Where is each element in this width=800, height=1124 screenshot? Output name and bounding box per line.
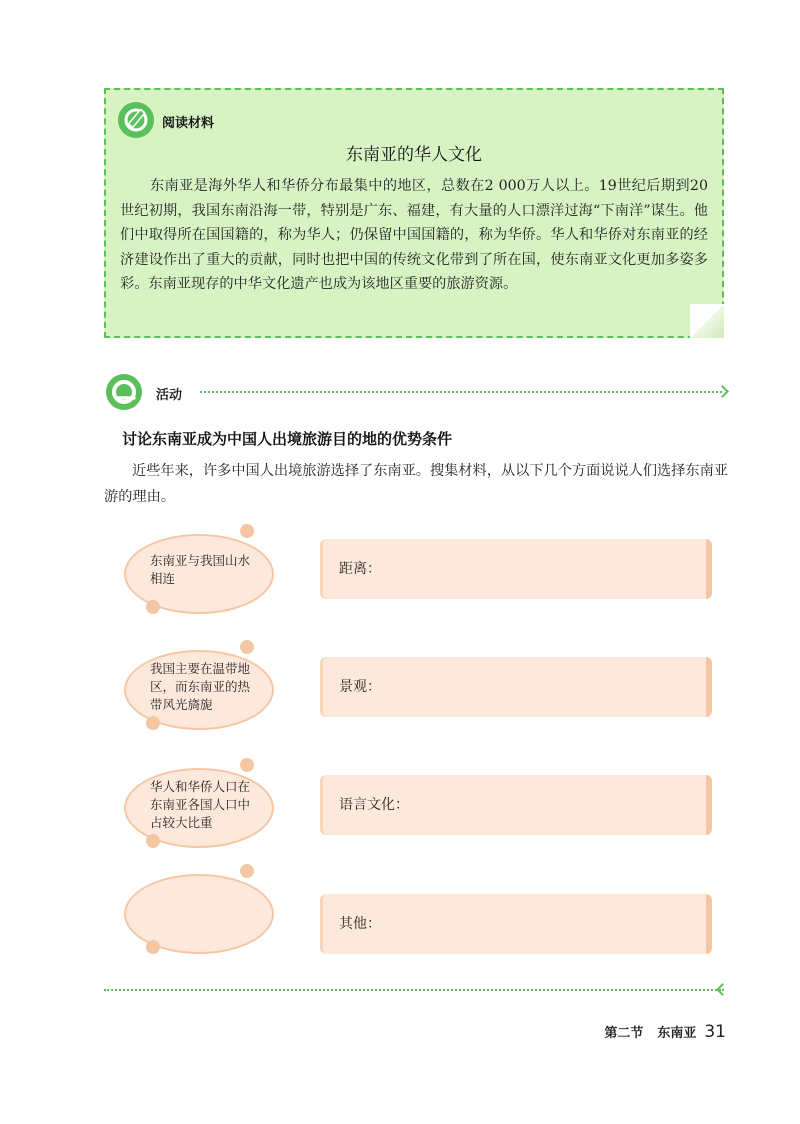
field-label: 景观： xyxy=(339,679,381,695)
pencil-badge-icon xyxy=(116,100,156,140)
answer-field-scenery[interactable] xyxy=(320,657,712,717)
activity-title: 讨论东南亚成为中国人出境旅游目的地的优势条件 xyxy=(122,430,453,448)
bubble-dot xyxy=(146,716,160,730)
reason-bubble-text: 华人和华侨人口在东南亚各国人口中占较大比重 xyxy=(150,779,251,830)
reason-bubble-text: 我国主要在温带地区，而东南亚的热带风光旖旎 xyxy=(150,661,251,712)
field-label: 语言文化： xyxy=(339,797,409,813)
activity-label: 活动 xyxy=(156,388,183,403)
answer-field-language-culture[interactable] xyxy=(320,775,712,835)
bubble-dot xyxy=(240,524,254,538)
page-fold-corner xyxy=(690,304,724,338)
field-label: 距离： xyxy=(339,561,381,577)
bubble-dot xyxy=(240,864,254,878)
bubble-dot xyxy=(146,834,160,848)
bubble-dot xyxy=(146,940,160,954)
page-number: 31 xyxy=(704,1022,726,1042)
bubble-dot xyxy=(240,758,254,772)
arrow-right-icon xyxy=(716,385,729,398)
field-label: 其他： xyxy=(339,916,381,932)
footer-chapter: 东南亚 xyxy=(657,1026,697,1041)
activity-intro: 近些年来，许多中国人出境旅游选择了东南亚。搜集材料，从以下几个方面说说人们选择东南亚游的理由。 xyxy=(104,463,728,505)
bottom-divider xyxy=(104,989,724,991)
reason-bubble-text: 东南亚与我国山水相连 xyxy=(150,553,251,586)
activity-divider xyxy=(200,391,722,393)
reading-body: 东南亚是海外华人和华侨分布最集中的地区，总数在2 000万人以上。19世纪后期到20世纪初期，我国东南沿海一带，特别是广东、福建，有大量的人口漂洋过海“下南洋”谋生。他们中取得所在国国籍的，称为华人；仍保留中国国籍的，称为华侨。华人和华侨对东南亚的经济建设作出了重大的贡献，同时也把中国的传统文化带到了所在国，使东南亚文化更加多姿多彩。东南亚现存的中华文化遗产也成为该地区重要的旅游资源。 xyxy=(120,178,708,293)
reading-label: 阅读材料 xyxy=(162,116,215,131)
footer-section: 第二节 xyxy=(604,1026,644,1041)
activity-badge-icon xyxy=(104,372,144,412)
bubble-dot xyxy=(240,640,254,654)
arrow-left-icon xyxy=(716,983,729,996)
page-footer xyxy=(604,1022,726,1042)
answer-field-other[interactable] xyxy=(320,894,712,954)
reading-title: 东南亚的华人文化 xyxy=(346,145,482,165)
bubble-dot xyxy=(146,600,160,614)
answer-field-distance[interactable] xyxy=(320,539,712,599)
